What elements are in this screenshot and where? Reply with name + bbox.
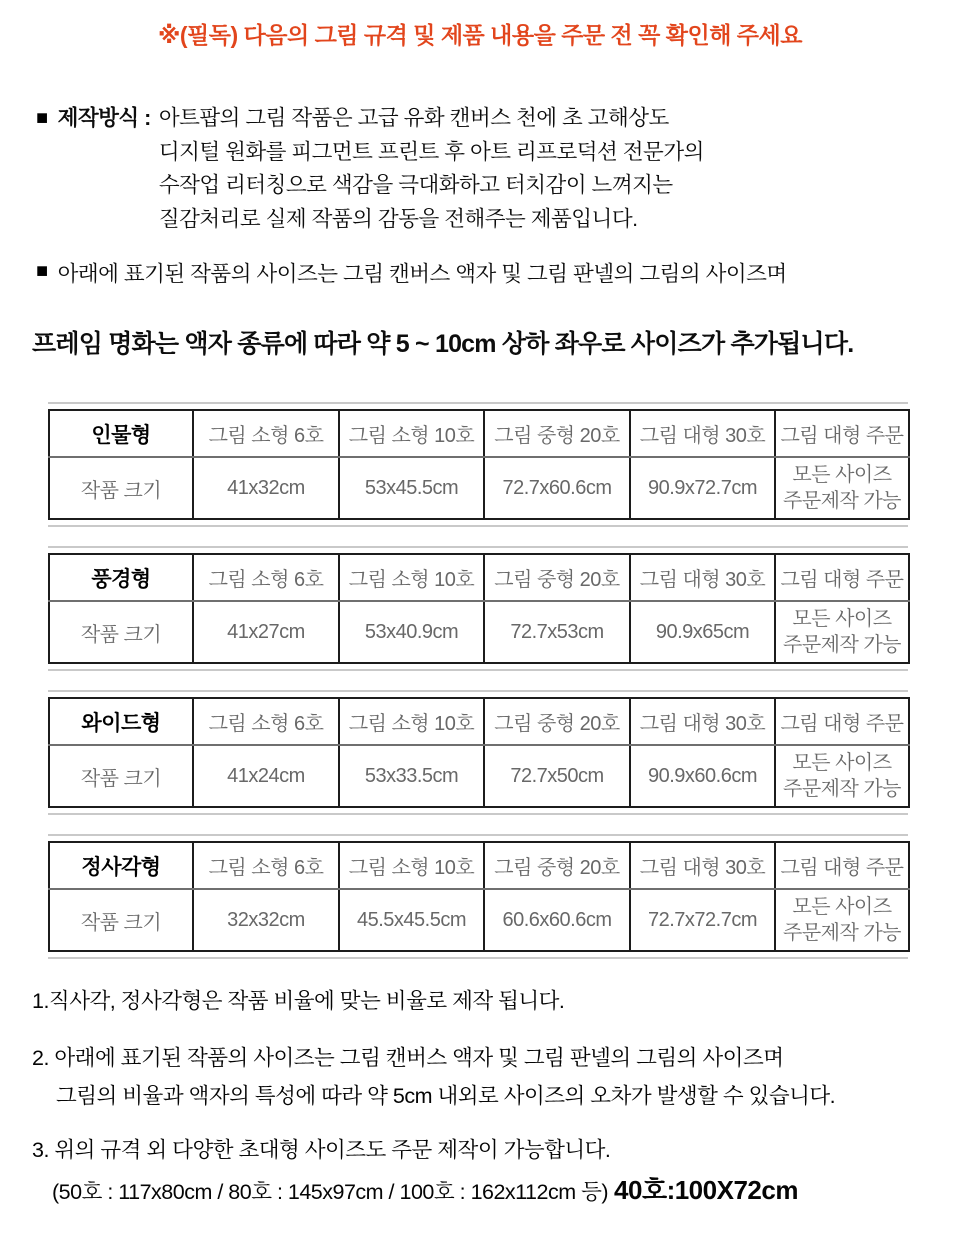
custom-order-line: 주문제작 가능 xyxy=(783,778,901,800)
row-label: 작품 크기 xyxy=(80,479,162,502)
production-method-text xyxy=(159,102,704,236)
production-line: 수작업 리터칭으로 색감을 극대화하고 터치감이 느껴지는 xyxy=(158,173,673,197)
row-label: 작품 크기 xyxy=(80,911,162,934)
production-line: 아트팝의 그림 작품은 고급 유화 캔버스 천에 초 고해상도 xyxy=(158,106,669,130)
column-header: 그림 중형 20호 xyxy=(484,410,630,457)
column-header: 그림 중형 20호 xyxy=(484,842,630,889)
production-method-paragraph xyxy=(36,102,960,236)
table-data-row xyxy=(49,745,909,807)
custom-order-line: 주문제작 가능 xyxy=(783,922,901,944)
size-cell: 53x45.5cm xyxy=(339,457,484,519)
table-header-row xyxy=(49,698,909,745)
size-cell: 90.9x60.6cm xyxy=(630,745,775,807)
custom-order-cell xyxy=(775,889,909,951)
footnote-3 xyxy=(32,1130,960,1207)
column-header: 그림 소형 10호 xyxy=(339,842,484,889)
size-cell: 41x32cm xyxy=(193,457,339,519)
column-header: 그림 소형 6호 xyxy=(193,842,339,889)
column-header: 그림 대형 30호 xyxy=(630,554,775,601)
size-table-wrapper-square xyxy=(48,834,908,959)
column-header: 그림 중형 20호 xyxy=(484,698,630,745)
size-cell: 41x27cm xyxy=(193,601,339,663)
column-header: 그림 대형 주문 xyxy=(775,698,909,745)
footnote-1: 1.직사각, 정사각형은 작품 비율에 맞는 비율로 제작 됩니다. xyxy=(32,989,565,1013)
custom-order-cell xyxy=(775,745,909,807)
custom-order-line: 모든 사이즈 xyxy=(792,896,892,918)
production-line: 질감처리로 실제 작품의 감동을 전해주는 제품입니다. xyxy=(158,206,638,231)
size-table-wide xyxy=(48,697,910,808)
row-label: 작품 크기 xyxy=(80,767,162,790)
footnote-3-line2 xyxy=(32,1170,960,1207)
column-header: 그림 대형 30호 xyxy=(630,410,775,457)
column-header: 그림 소형 10호 xyxy=(339,410,484,457)
custom-order-cell xyxy=(775,601,909,663)
table-header-row xyxy=(49,410,909,457)
square-bullet-icon: ■ xyxy=(36,107,48,129)
production-method-label: 제작방식 : xyxy=(57,106,151,130)
size-cell: 72.7x60.6cm xyxy=(484,457,630,519)
page-title: ※(필독) 다음의 그림 규격 및 제품 내용을 주문 전 꼭 확인해 주세요 xyxy=(158,22,802,48)
size-table-portrait xyxy=(48,409,910,520)
column-header: 그림 대형 주문 xyxy=(775,410,909,457)
size-cell: 72.7x72.7cm xyxy=(630,889,775,951)
size-table-square xyxy=(48,841,910,952)
column-header: 그림 대형 30호 xyxy=(630,698,775,745)
column-header: 그림 소형 6호 xyxy=(193,554,339,601)
custom-order-line: 모든 사이즈 xyxy=(792,608,892,630)
size-cell: 41x24cm xyxy=(193,745,339,807)
size-notice-paragraph xyxy=(36,257,960,288)
size-table-landscape xyxy=(48,553,910,664)
column-header: 그림 중형 20호 xyxy=(484,554,630,601)
table-type-label: 인물형 xyxy=(91,423,151,447)
size-cell: 72.7x53cm xyxy=(484,601,630,663)
size-cell: 90.9x65cm xyxy=(630,601,775,663)
size-cell: 53x33.5cm xyxy=(339,745,484,807)
footnote-3-line1: 3. 위의 규격 외 다양한 초대형 사이즈도 주문 제작이 가능합니다. xyxy=(32,1138,611,1162)
column-header: 그림 소형 10호 xyxy=(339,698,484,745)
custom-order-line: 주문제작 가능 xyxy=(783,634,901,656)
footnote-2 xyxy=(32,1039,960,1115)
size-table-wrapper-landscape xyxy=(48,546,908,671)
column-header: 그림 대형 주문 xyxy=(775,554,909,601)
column-header: 그림 소형 6호 xyxy=(193,410,339,457)
table-type-label: 와이드형 xyxy=(81,711,161,735)
column-header: 그림 대형 주문 xyxy=(775,842,909,889)
size-cell: 60.6x60.6cm xyxy=(484,889,630,951)
footnote-2-line2: 그림의 비율과 액자의 특성에 따라 약 5cm 내외로 사이즈의 오차가 발생할 수 있습니다. xyxy=(56,1084,836,1108)
size-cell: 45.5x45.5cm xyxy=(339,889,484,951)
custom-order-line: 모든 사이즈 xyxy=(792,752,892,774)
size-table-wrapper-portrait xyxy=(48,402,908,527)
table-data-row xyxy=(49,889,909,951)
frame-size-note: 프레임 명화는 액자 종류에 따라 약 5 ~ 10cm 상하 좌우로 사이즈가 추가됩니다. xyxy=(32,330,854,358)
size-cell: 32x32cm xyxy=(193,889,339,951)
column-header: 그림 소형 10호 xyxy=(339,554,484,601)
size-cell: 53x40.9cm xyxy=(339,601,484,663)
table-type-label: 풍경형 xyxy=(91,567,151,591)
column-header: 그림 소형 6호 xyxy=(193,698,339,745)
custom-order-cell xyxy=(775,457,909,519)
size-table-wrapper-wide xyxy=(48,690,908,815)
footnotes xyxy=(32,986,960,1207)
footnote-3-40ho-size: 40호:100X72cm xyxy=(614,1175,798,1205)
table-header-row xyxy=(49,842,909,889)
table-data-row xyxy=(49,601,909,663)
column-header: 그림 대형 30호 xyxy=(630,842,775,889)
custom-order-line: 주문제작 가능 xyxy=(783,490,901,512)
table-header-row xyxy=(49,554,909,601)
footnote-3-sizes: (50호 : 117x80cm / 80호 : 145x97cm / 100호 : 162x112cm 등) xyxy=(52,1180,609,1204)
size-cell: 72.7x50cm xyxy=(484,745,630,807)
size-notice-text: 아래에 표기된 작품의 사이즈는 그림 캔버스 액자 및 그림 판넬의 그림의 사이즈며 xyxy=(57,262,787,286)
custom-order-line: 모든 사이즈 xyxy=(792,464,892,486)
table-data-row xyxy=(49,457,909,519)
row-label: 작품 크기 xyxy=(80,623,162,646)
size-cell: 90.9x72.7cm xyxy=(630,457,775,519)
square-bullet-icon: ■ xyxy=(36,260,48,282)
footnote-2-line1: 2. 아래에 표기된 작품의 사이즈는 그림 캔버스 액자 및 그림 판넬의 그림의 사이즈며 xyxy=(32,1046,784,1070)
production-line: 디지털 원화를 피그먼트 프린트 후 아트 리프로덕션 전문가의 xyxy=(158,139,704,164)
table-type-label: 정사각형 xyxy=(81,855,161,879)
